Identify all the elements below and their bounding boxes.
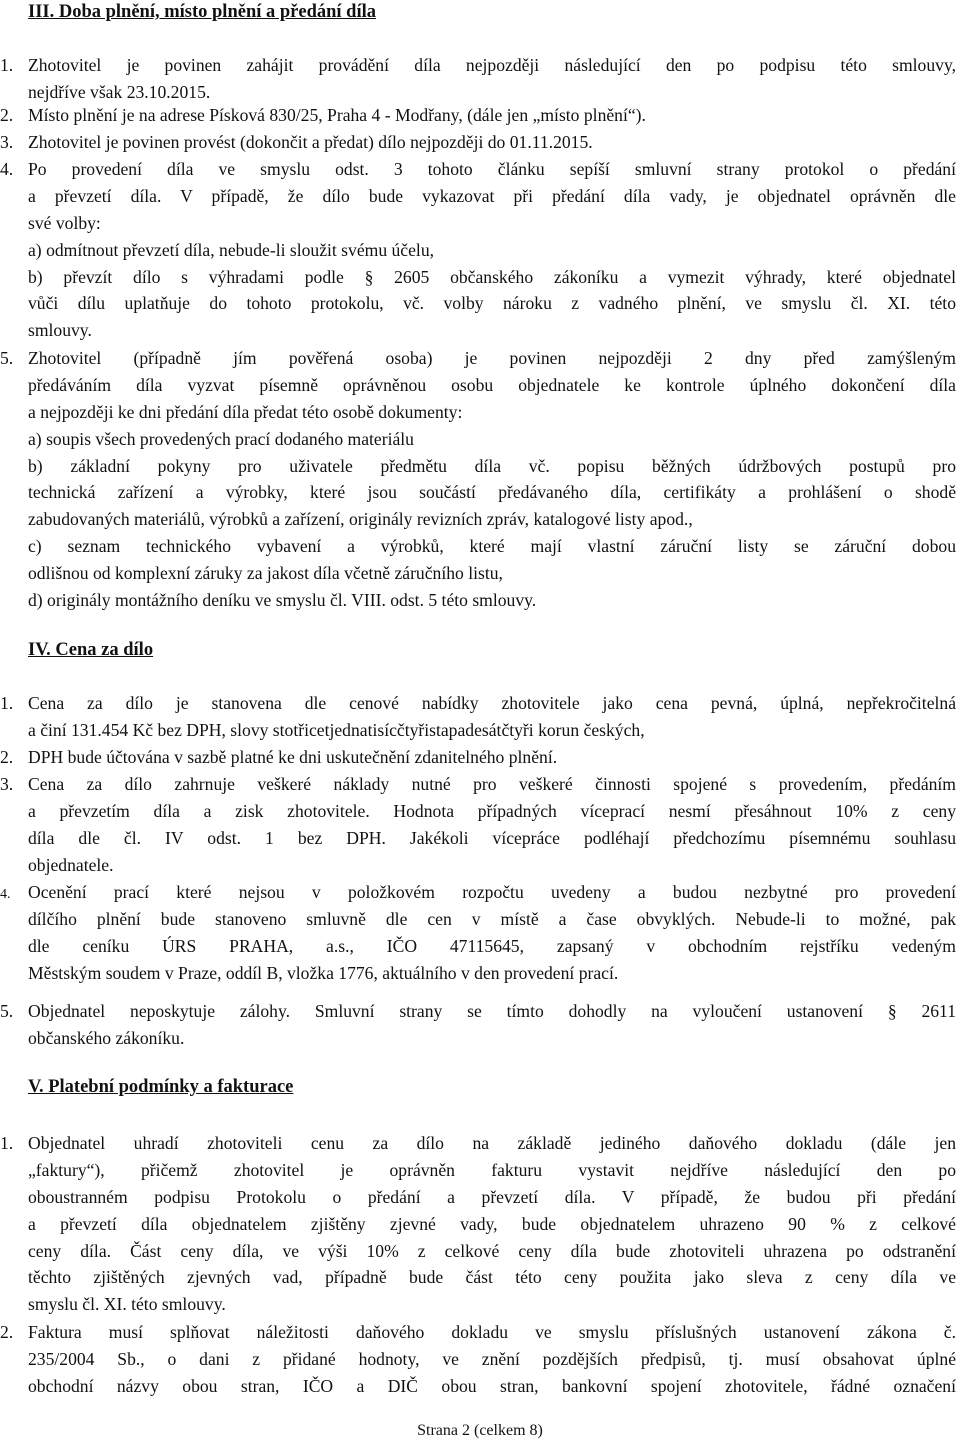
paragraph-number: 5. xyxy=(0,1001,14,1021)
paragraph-iv-3: 3. Cena za dílo zahrnuje veškeré náklady nutné pro veškeré činnosti spojené s provedením, předáním a převzetím díla a zisk zhotovitele. Hodnota případných víceprací nesmí přesáhnout 10% z ceny díla dle čl. IV odst. 1 bez DPH. Jakékoli vícepráce podléhají předchozímu písemnému souhlasu objednatele. xyxy=(0,771,960,879)
paragraph-number: 2. xyxy=(0,747,14,767)
paragraph-number: 5. xyxy=(0,348,14,368)
paragraph-iv-4: 4. Ocenění prací které nejsou v položkovém rozpočtu uvedeny a budou nezbytné pro provedení dílčího plnění bude stanoveno smluvně dle cen v místě a čase obvyklých. Nebude-li to možné, pak dle ceníku ÚRS PRAHA, a.s., IČO 47115645, zapsaný v obchodním rejstříku vedeným Městským soudem v Praze, oddíl B, vložka 1776, aktuálního v den provedení prací. xyxy=(0,882,956,983)
paragraph-number: 1. xyxy=(0,693,14,713)
paragraph-number: 4. xyxy=(0,159,14,179)
paragraph-number: 2. xyxy=(0,1322,14,1342)
paragraph-iv-1: 1. Cena za dílo je stanovena dle cenové nabídky zhotovitele jako cena pevná, úplná, nepřekročitelná a činí 131.454 Kč bez DPH, slovy stotřicetjednatisícčtyřistapadesátčtyři korun českých, xyxy=(0,690,960,744)
paragraph-iii-5: 5. Zhotovitel (případně jím pověřená osoba) je povinen nejpozději 2 dny před zamýšleným předáváním díla vyzvat písemně oprávněnou osobu objednatele ke kontrole úplného dokončení díla a nejpozději ke dni předání díla předat této osobě dokumenty: a) soupis všech provedených prací dodaného materiálu b) základní pokyny pro uživatele předmětu díla vč. popisu běžných údržbových postupů pro technická zařízení a výrobky, které jsou součástí předávaného díla, certifikáty a prohlášení o shodě zabudovaných materiálů, výrobků a zařízení, originály revizních zpráv, katalogové listy apod., c) seznam technického vybavení a výrobků, které mají vlastní záruční listy se záruční dobou odlišnou od komplexní záruky za jakost díla včetně záručního listu, d) originály montážního deníku ve smyslu čl. VIII. odst. 5 této smlouvy. xyxy=(0,345,960,614)
paragraph-iii-1: 1. Zhotovitel je povinen zahájit provádění díla nejpozději následující den po podpisu této smlouvy, nejdříve však 23.10.2015. xyxy=(0,52,960,106)
section-heading-iii: III. Doba plnění, místo plnění a předání díla xyxy=(28,2,376,22)
paragraph-number: 3. xyxy=(0,774,14,794)
paragraph-iv-5: 5. Objednatel neposkytuje zálohy. Smluvní strany se tímto dohodly na vyloučení ustanovení § 2611 občanského zákoníku. xyxy=(0,998,960,1052)
paragraph-iii-4: 4. Po provedení díla ve smyslu odst. 3 tohoto článku sepíší smluvní strany protokol o předání a převzetí díla. V případě, že dílo bude vykazovat při předání díla vady, je objednatel oprávněn dle své volby: a) odmítnout převzetí díla, nebude-li sloužit svému účelu, b) převzít dílo s výhradami podle § 2605 občanského zákoníku a vymezit výhrady, které objednatel vůči dílu uplatňuje do tohoto protokolu, vč. volby nároku z vadného plnění, ve smyslu čl. XI. této smlouvy. xyxy=(0,156,960,344)
paragraph-number: 1. xyxy=(0,1133,14,1153)
paragraph-number: 4. xyxy=(0,887,11,902)
paragraph-iv-2: 2. DPH bude účtována v sazbě platné ke dni uskutečnění zdanitelného plnění. xyxy=(0,744,960,771)
paragraph-number: 1. xyxy=(0,55,14,75)
paragraph-iii-2: 2. Místo plnění je na adrese Písková 830/25, Praha 4 - Modřany, (dále jen „místo plnění“). xyxy=(0,102,960,129)
section-heading-v: V. Platební podmínky a fakturace xyxy=(28,1077,294,1097)
paragraph-number: 3. xyxy=(0,132,14,152)
section-heading-iv: IV. Cena za dílo xyxy=(28,640,154,660)
paragraph-iii-3: 3. Zhotovitel je povinen provést (dokončit a předat) dílo nejpozději do 01.11.2015. xyxy=(0,129,960,156)
paragraph-v-2: 2. Faktura musí splňovat náležitosti daňového dokladu ve smyslu příslušných ustanovení zákona č. 235/2004 Sb., o dani z přidané hodnoty, ve znění pozdějších předpisů, tj. musí obsahovat úplné obchodní názvy obou stran, IČO a DIČ obou stran, bankovní spojení zhotovitele, řádné označení xyxy=(0,1319,960,1400)
paragraph-number: 2. xyxy=(0,105,14,125)
page-footer: Strana 2 (celkem 8) xyxy=(417,1422,543,1439)
paragraph-v-1: 1. Objednatel uhradí zhotoviteli cenu za dílo na základě jediného daňového dokladu (dále jen „faktury“), přičemž zhotovitel je oprávněn fakturu vystavit nejdříve následující den po oboustranném podpisu Protokolu o předání a převzetí díla. V případě, že budou při předání a převzetí díla objednatelem zjištěny zjevné vady, bude objednatelem uhrazeno 90 % z celkové ceny díla. Část ceny díla, ve výši 10% z celkové ceny díla bude zhotoviteli uhrazena po odstranění těchto zjištěných zjevných vad, případně bude část této ceny použita jako sleva z ceny díla ve smyslu čl. XI. této smlouvy. xyxy=(0,1130,960,1318)
